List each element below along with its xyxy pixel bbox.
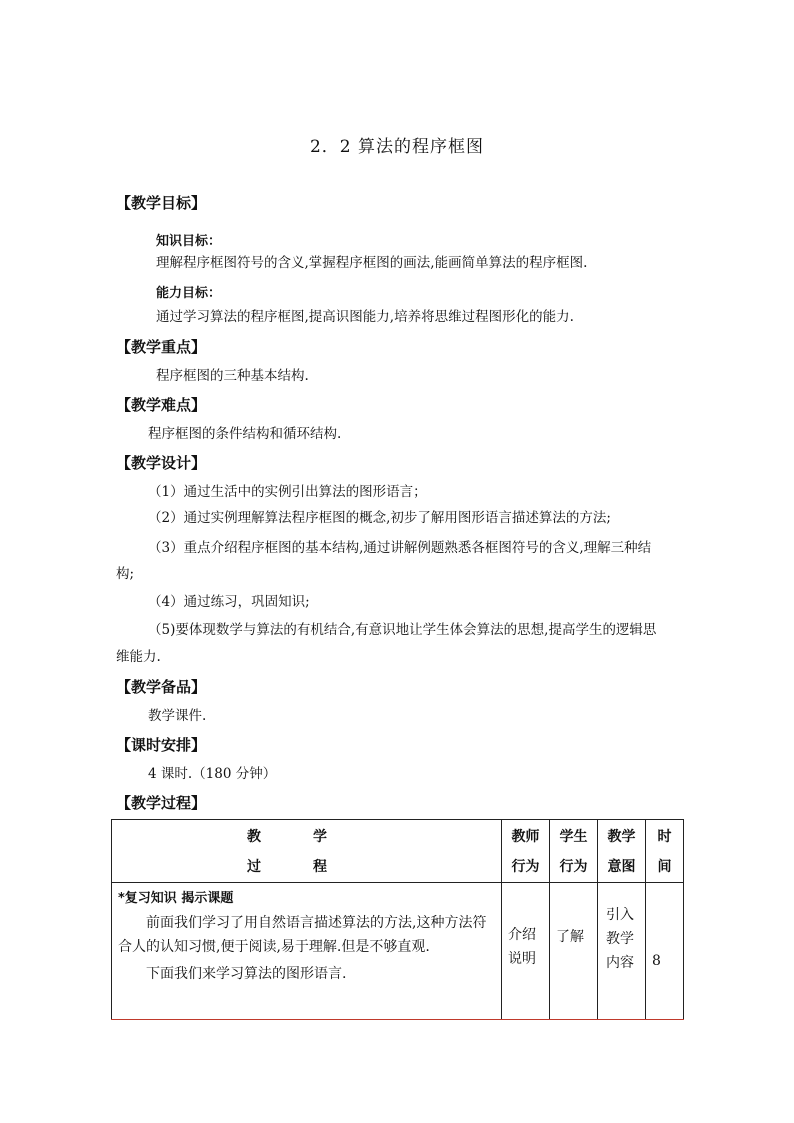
heading-process: 【教学过程】 [116, 794, 207, 812]
header-student: 学生 行为 [550, 820, 598, 883]
header-process [112, 820, 502, 883]
row-content [112, 883, 502, 1020]
heading-schedule: 【课时安排】 [116, 736, 207, 754]
key-points-text: 程序框图的三种基本结构. [156, 368, 309, 384]
row-intent: 引入 教学 内容 [598, 883, 646, 1020]
heading-objectives: 【教学目标】 [116, 194, 207, 212]
row-heading: *复习知识 揭示课题 [118, 891, 234, 906]
heading-difficulties: 【教学难点】 [116, 396, 207, 414]
design-item: （3）重点介绍程序框图的基本结构,通过讲解例题熟悉各框图符号的含义,理解三种结 [148, 540, 652, 556]
design-item: （5)要体现数学与算法的有机结合,有意识地让学生体会算法的思想,提高学生的逻辑思 [148, 622, 657, 638]
design-item: 维能力. [116, 649, 161, 665]
ability-text: 通过学习算法的程序框图,提高识图能力,培养将思维过程图形化的能力. [156, 309, 574, 325]
table-row [112, 883, 684, 1020]
header-teacher: 教师 行为 [502, 820, 550, 883]
heading-design: 【教学设计】 [116, 454, 207, 472]
header-char: 过 [247, 859, 261, 875]
design-item: （2）通过实例理解算法程序框图的概念,初步了解用图形语言描述算法的方法; [148, 510, 611, 526]
header-time: 时 间 [646, 820, 684, 883]
row-student: 了解 [550, 883, 598, 1020]
row-paragraph: 前面我们学习了用自然语言描述算法的方法,这种方法符合人的认知习惯,便于阅读,易于理解.但是不够直观. [118, 915, 487, 955]
row-paragraph: 下面我们来学习算法的图形语言. [146, 966, 347, 982]
heading-materials: 【教学备品】 [116, 678, 207, 696]
header-intent: 教学 意图 [598, 820, 646, 883]
header-char: 教 [247, 829, 261, 845]
knowledge-label: 知识目标： [156, 234, 222, 249]
design-item: 构; [116, 566, 135, 582]
row-teacher: 介绍 说明 [502, 883, 550, 1020]
materials-text: 教学课件. [148, 708, 207, 724]
ability-label: 能力目标： [156, 286, 222, 301]
design-item: （4）通过练习，巩固知识; [148, 594, 310, 610]
header-char: 学 [313, 829, 327, 845]
schedule-text: 4 课时.（180 分钟） [148, 766, 277, 782]
page-title: 2．2 算法的程序框图 [309, 137, 485, 157]
knowledge-text: 理解程序框图符号的含义,掌握程序框图的画法,能画简单算法的程序框图. [156, 255, 588, 271]
process-table [111, 819, 684, 1020]
difficulties-text: 程序框图的条件结构和循环结构. [148, 426, 342, 442]
row-time: 8 [646, 883, 684, 1020]
design-item: （1）通过生活中的实例引出算法的图形语言； [148, 484, 427, 500]
table-header-row [112, 820, 684, 883]
header-char: 程 [313, 859, 327, 875]
heading-key-points: 【教学重点】 [116, 338, 207, 356]
